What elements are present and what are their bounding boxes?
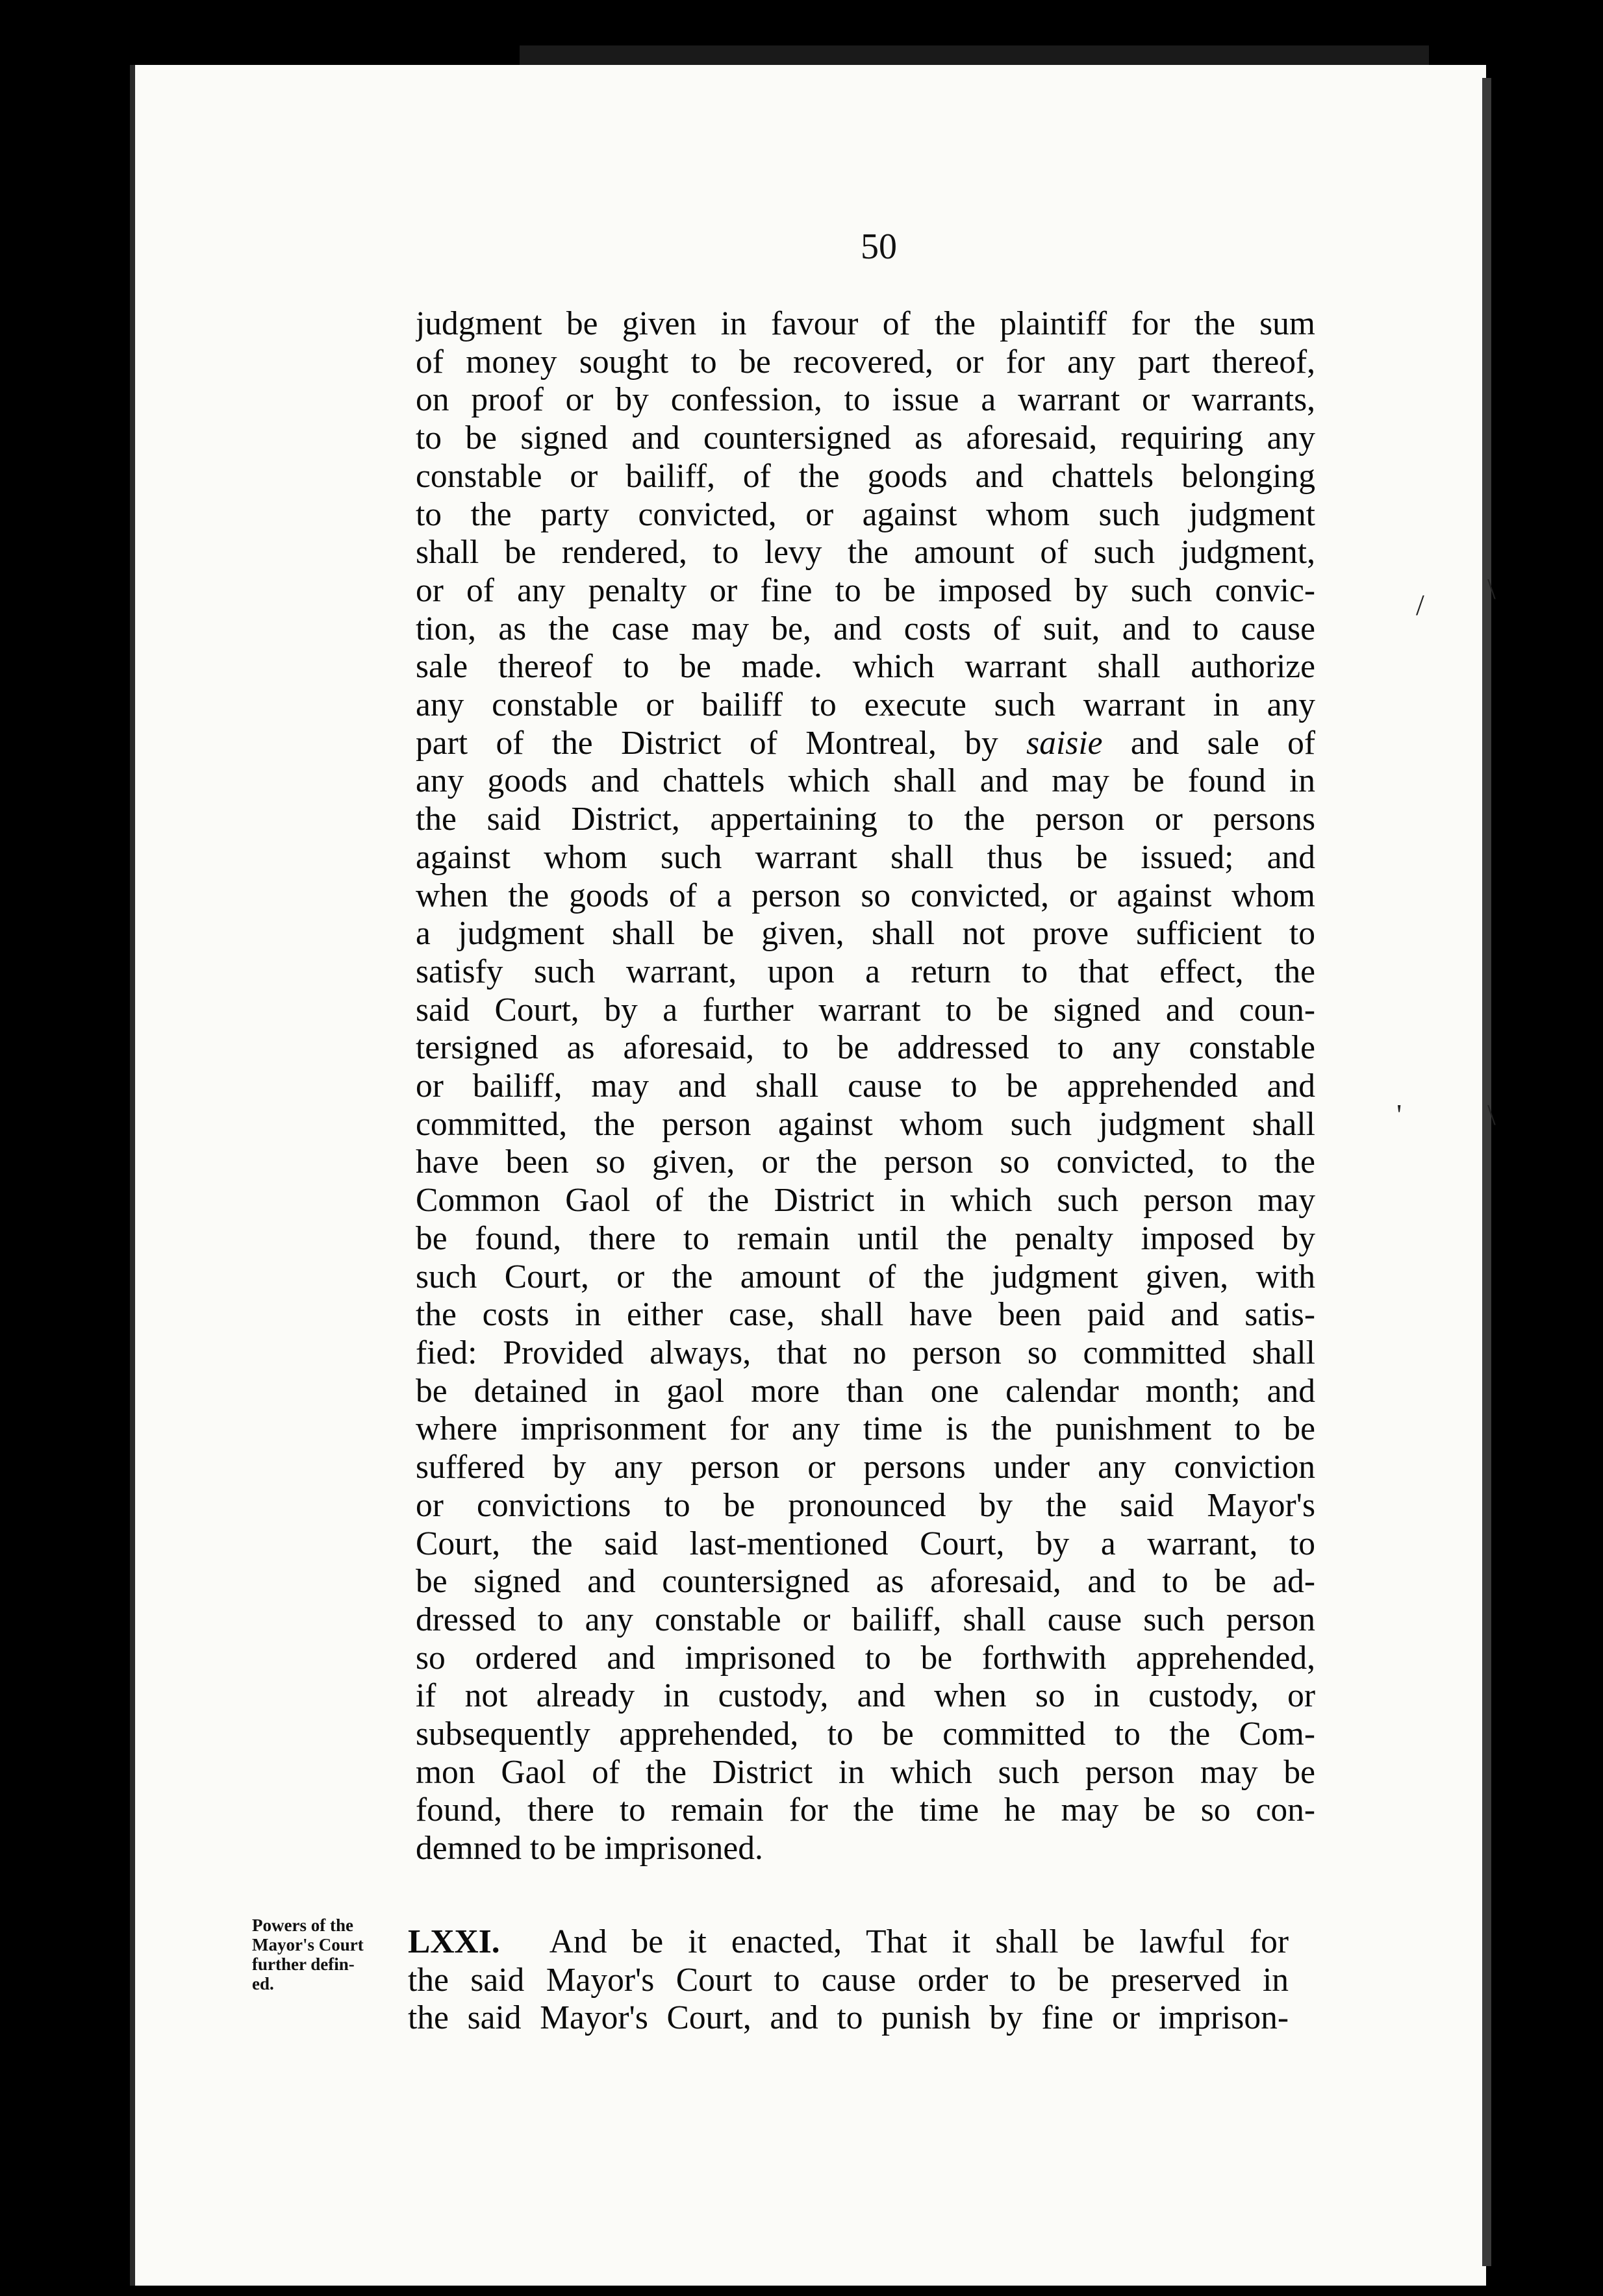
text-line: or bailiff, may and shall cause to be apprehended and: [416, 1067, 1315, 1105]
text-line: of money sought to be recovered, or for any part thereof,: [416, 343, 1315, 381]
text-line: judgment be given in favour of the plaintiff for the sum: [416, 305, 1315, 342]
text-line: tion, as the case may be, and costs of suit, and to cause: [416, 610, 1315, 647]
text-line: suffered by any person or persons under any conviction: [416, 1449, 1315, 1486]
text-line: to the party convicted, or against whom such judgment: [416, 495, 1315, 533]
text-line: committed, the person against whom such judgment shall: [416, 1105, 1315, 1143]
text-line: fied: Provided always, that no person so committed shall: [416, 1334, 1315, 1371]
text-line: a judgment shall be given, shall not prove sufficient to: [416, 915, 1315, 953]
margin-note-line: Mayor's Court: [252, 1935, 364, 1954]
section-line: the said Mayor's Court to cause order to be preserved in: [408, 1961, 1289, 1999]
scan-mark: \: [1487, 572, 1496, 605]
text-line: where imprisonment for any time is the punishment to be: [416, 1410, 1315, 1448]
section-first-line-text: And be it enacted, That it shall be lawful for: [549, 1923, 1289, 1960]
text-line: if not already in custody, and when so in custody, or: [416, 1677, 1315, 1715]
text-line: have been so given, or the person so convicted, to the: [416, 1143, 1315, 1181]
text-line: be detained in gaol more than one calendar month; and: [416, 1372, 1315, 1410]
section-line: the said Mayor's Court, and to punish by fine or imprison-: [408, 1999, 1289, 2037]
margin-note-line: ed.: [252, 1974, 274, 1993]
text-line: such Court, or the amount of the judgment given, with: [416, 1258, 1315, 1295]
italic-term: saisie: [1026, 724, 1103, 762]
text-line: satisfy such warrant, upon a return to that effect, the: [416, 953, 1315, 990]
text-line: be signed and countersigned as aforesaid, and to be ad-: [416, 1563, 1315, 1601]
text-line: any constable or bailiff to execute such warrant in any: [416, 686, 1315, 724]
text-line: any goods and chattels which shall and may be found in: [416, 762, 1315, 800]
text-line: against whom such warrant shall thus be issued; and: [416, 838, 1315, 876]
section-lxxi: [408, 1923, 1289, 2038]
text-line: or of any penalty or fine to be imposed by such convic-: [416, 571, 1315, 609]
top-binding-strip: [520, 45, 1429, 68]
body-paragraph: [416, 305, 1315, 1868]
text-line: demned to be imprisoned.: [416, 1830, 763, 1867]
text-line: Common Gaol of the District in which such person may: [416, 1182, 1315, 1219]
margin-note-line: Powers of the: [252, 1915, 353, 1935]
scan-mark: ': [1396, 1098, 1402, 1131]
text-line: the said District, appertaining to the person or persons: [416, 801, 1315, 838]
scan-mark: \: [1487, 1098, 1496, 1131]
page-number: 50: [861, 227, 897, 267]
margin-note-line: further defin-: [252, 1954, 355, 1974]
text-line: to be signed and countersigned as aforesaid, requiring any: [416, 419, 1315, 457]
adjacent-page-edge: [1482, 78, 1491, 2266]
text-line: constable or bailiff, of the goods and chattels belonging: [416, 457, 1315, 495]
text-line: sale thereof to be made. which warrant shall authorize: [416, 648, 1315, 686]
text-line: found, there to remain for the time he may be so con-: [416, 1791, 1315, 1829]
text-line: when the goods of a person so convicted, or against whom: [416, 877, 1315, 914]
text-line: tersigned as aforesaid, to be addressed to any constable: [416, 1029, 1315, 1067]
section-numeral: LXXI.: [408, 1923, 500, 1960]
text-line: the costs in either case, shall have been paid and satis-: [416, 1296, 1315, 1334]
section-first-line: [408, 1923, 1289, 1962]
text-line: shall be rendered, to levy the amount of such judgment,: [416, 534, 1315, 571]
text-line: be found, there to remain until the penalty imposed by: [416, 1219, 1315, 1257]
text-line: said Court, by a further warrant to be signed and coun-: [416, 991, 1315, 1029]
margin-note: [252, 1915, 414, 1993]
text-line: mon Gaol of the District in which such person may be: [416, 1753, 1315, 1791]
text-line: or convictions to be pronounced by the said Mayor's: [416, 1486, 1315, 1524]
text-line: on proof or by confession, to issue a warrant or warrants,: [416, 381, 1315, 419]
text-line: subsequently apprehended, to be committed to the Com-: [416, 1716, 1315, 1753]
text-line: Court, the said last-mentioned Court, by a warrant, to: [416, 1525, 1315, 1562]
text-line: so ordered and imprisoned to be forthwith apprehended,: [416, 1639, 1315, 1677]
scan-mark: /: [1416, 588, 1424, 621]
text-line: dressed to any constable or bailiff, shall cause such person: [416, 1601, 1315, 1638]
text-line: part of the District of Montreal, by saisie and sale of: [416, 724, 1315, 762]
